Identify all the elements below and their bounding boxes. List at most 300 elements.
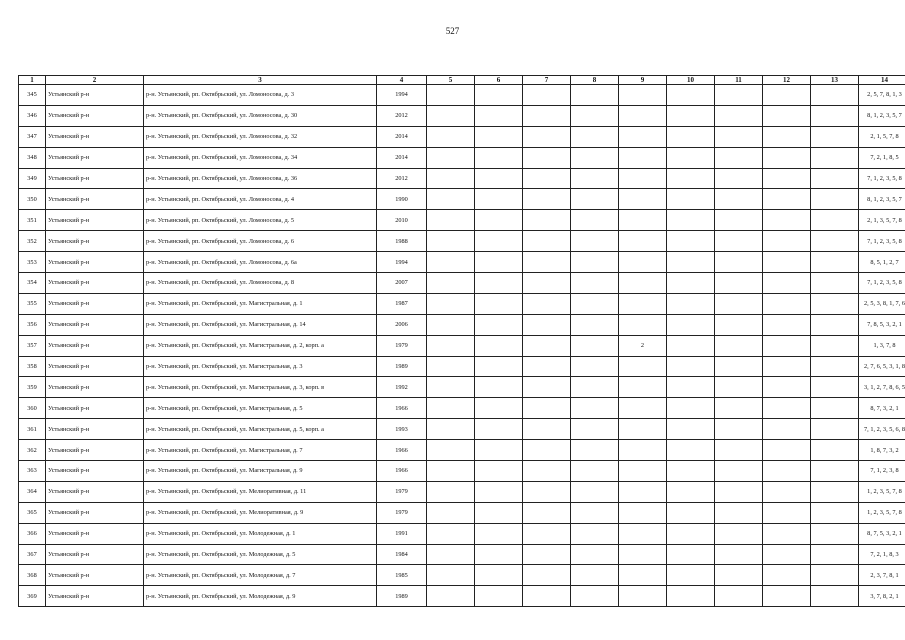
codes-cell: 1, 8, 7, 3, 2: [859, 440, 905, 461]
col-13-cell: [811, 461, 859, 482]
col-8-cell: [571, 481, 619, 502]
col-10-cell: [667, 210, 715, 231]
col-13-cell: [811, 273, 859, 294]
district-cell: Устьянский р-н: [46, 252, 144, 273]
row-number-cell: 351: [19, 210, 46, 231]
col-10-cell: [667, 377, 715, 398]
col-11-cell: [715, 356, 763, 377]
col-7-cell: [523, 461, 571, 482]
address-cell: р-н. Устьянский, рп. Октябрьский, ул. Магистральная, д. 2, корп. а: [144, 335, 377, 356]
col-7-cell: [523, 189, 571, 210]
col-6-cell: [475, 544, 523, 565]
col-12-cell: [763, 398, 811, 419]
col-6-cell: [475, 273, 523, 294]
year-cell: 2014: [377, 126, 427, 147]
col-5-cell: [427, 502, 475, 523]
table-row: [19, 210, 905, 231]
col-12-cell: [763, 314, 811, 335]
col-5-cell: [427, 419, 475, 440]
address-cell: р-н. Устьянский, рп. Октябрьский, ул. Магистральная, д. 7: [144, 440, 377, 461]
row-number-cell: 348: [19, 147, 46, 168]
year-cell: 1994: [377, 252, 427, 273]
col-10-cell: [667, 398, 715, 419]
col-6-cell: [475, 419, 523, 440]
table-row: [19, 252, 905, 273]
district-cell: Устьянский р-н: [46, 544, 144, 565]
column-header-9: 9: [619, 76, 667, 85]
col-8-cell: [571, 544, 619, 565]
col-13-cell: [811, 377, 859, 398]
col-13-cell: [811, 356, 859, 377]
column-header-2: 2: [46, 76, 144, 85]
col-7-cell: [523, 356, 571, 377]
col-5-cell: [427, 398, 475, 419]
col-9-cell: [619, 210, 667, 231]
column-header-13: 13: [811, 76, 859, 85]
codes-cell: 2, 1, 5, 7, 8: [859, 126, 905, 147]
col-5-cell: [427, 440, 475, 461]
col-10-cell: [667, 147, 715, 168]
district-cell: Устьянский р-н: [46, 440, 144, 461]
row-number-cell: 353: [19, 252, 46, 273]
col-6-cell: [475, 377, 523, 398]
col-12-cell: [763, 126, 811, 147]
district-cell: Устьянский р-н: [46, 523, 144, 544]
col-7-cell: [523, 252, 571, 273]
codes-cell: 8, 1, 2, 3, 5, 7: [859, 105, 905, 126]
col-12-cell: [763, 565, 811, 586]
col-9-cell: [619, 544, 667, 565]
col-5-cell: [427, 335, 475, 356]
col-8-cell: [571, 252, 619, 273]
col-12-cell: [763, 461, 811, 482]
column-header-5: 5: [427, 76, 475, 85]
col-8-cell: [571, 293, 619, 314]
col-9-cell: [619, 252, 667, 273]
year-cell: 1994: [377, 85, 427, 106]
table-row: [19, 189, 905, 210]
col-10-cell: [667, 189, 715, 210]
district-cell: Устьянский р-н: [46, 481, 144, 502]
col-7-cell: [523, 168, 571, 189]
col-11-cell: [715, 189, 763, 210]
row-number-cell: 349: [19, 168, 46, 189]
column-header-7: 7: [523, 76, 571, 85]
codes-cell: 7, 8, 5, 3, 2, 1: [859, 314, 905, 335]
col-5-cell: [427, 356, 475, 377]
col-11-cell: [715, 105, 763, 126]
address-cell: р-н. Устьянский, рп. Октябрьский, ул. Мелиоративная, д. 11: [144, 481, 377, 502]
codes-cell: 2, 1, 3, 5, 7, 8: [859, 210, 905, 231]
col-13-cell: [811, 189, 859, 210]
col-5-cell: [427, 481, 475, 502]
col-10-cell: [667, 314, 715, 335]
col-13-cell: [811, 252, 859, 273]
column-header-8: 8: [571, 76, 619, 85]
col-9-cell: [619, 126, 667, 147]
col-9-cell: [619, 273, 667, 294]
district-cell: Устьянский р-н: [46, 231, 144, 252]
row-number-cell: 356: [19, 314, 46, 335]
row-number-cell: 352: [19, 231, 46, 252]
col-8-cell: [571, 440, 619, 461]
codes-cell: 7, 1, 2, 3, 5, 8: [859, 168, 905, 189]
address-cell: р-н. Устьянский, рп. Октябрьский, ул. Ломоносова, д. 6: [144, 231, 377, 252]
col-6-cell: [475, 565, 523, 586]
row-number-cell: 364: [19, 481, 46, 502]
table-row: [19, 314, 905, 335]
col-7-cell: [523, 293, 571, 314]
table-row: [19, 398, 905, 419]
col-13-cell: [811, 231, 859, 252]
row-number-cell: 347: [19, 126, 46, 147]
codes-cell: 8, 7, 3, 2, 1: [859, 398, 905, 419]
col-6-cell: [475, 398, 523, 419]
row-number-cell: 359: [19, 377, 46, 398]
col-8-cell: [571, 565, 619, 586]
table-row: [19, 147, 905, 168]
year-cell: 1984: [377, 544, 427, 565]
col-11-cell: [715, 231, 763, 252]
col-13-cell: [811, 147, 859, 168]
col-6-cell: [475, 189, 523, 210]
table-row: [19, 481, 905, 502]
col-10-cell: [667, 586, 715, 607]
col-9-cell: [619, 168, 667, 189]
district-cell: Устьянский р-н: [46, 335, 144, 356]
year-cell: 1987: [377, 293, 427, 314]
year-cell: 1993: [377, 419, 427, 440]
col-8-cell: [571, 105, 619, 126]
codes-cell: 8, 1, 2, 3, 5, 7: [859, 189, 905, 210]
col-8-cell: [571, 231, 619, 252]
codes-cell: 3, 1, 2, 7, 8, 6, 5: [859, 377, 905, 398]
district-cell: Устьянский р-н: [46, 126, 144, 147]
col-12-cell: [763, 440, 811, 461]
col-12-cell: [763, 586, 811, 607]
col-12-cell: [763, 210, 811, 231]
col-11-cell: [715, 544, 763, 565]
col-10-cell: [667, 523, 715, 544]
col-12-cell: [763, 252, 811, 273]
column-header-11: 11: [715, 76, 763, 85]
col-6-cell: [475, 85, 523, 106]
row-number-cell: 360: [19, 398, 46, 419]
table-body: [19, 85, 905, 607]
col-8-cell: [571, 168, 619, 189]
col-12-cell: [763, 105, 811, 126]
col-6-cell: [475, 147, 523, 168]
address-cell: р-н. Устьянский, рп. Октябрьский, ул. Магистральная, д. 14: [144, 314, 377, 335]
col-10-cell: [667, 565, 715, 586]
housing-registry-table: [18, 75, 905, 607]
col-11-cell: [715, 126, 763, 147]
col-8-cell: [571, 398, 619, 419]
row-number-cell: 350: [19, 189, 46, 210]
col-12-cell: [763, 481, 811, 502]
col-13-cell: [811, 293, 859, 314]
col-9-cell: [619, 440, 667, 461]
table-row: [19, 126, 905, 147]
year-cell: 1979: [377, 335, 427, 356]
district-cell: Устьянский р-н: [46, 461, 144, 482]
col-11-cell: [715, 314, 763, 335]
district-cell: Устьянский р-н: [46, 356, 144, 377]
col-11-cell: [715, 377, 763, 398]
col-10-cell: [667, 85, 715, 106]
col-7-cell: [523, 523, 571, 544]
year-cell: 1979: [377, 502, 427, 523]
table-row: [19, 105, 905, 126]
table-row: [19, 293, 905, 314]
year-cell: 1979: [377, 481, 427, 502]
col-5-cell: [427, 293, 475, 314]
row-number-cell: 368: [19, 565, 46, 586]
col-9-cell: [619, 502, 667, 523]
col-8-cell: [571, 377, 619, 398]
col-10-cell: [667, 502, 715, 523]
col-10-cell: [667, 252, 715, 273]
table-row: [19, 85, 905, 106]
address-cell: р-н. Устьянский, рп. Октябрьский, ул. Ломоносова, д. 8: [144, 273, 377, 294]
col-5-cell: [427, 105, 475, 126]
col-7-cell: [523, 398, 571, 419]
codes-cell: 8, 5, 1, 2, 7: [859, 252, 905, 273]
column-header-3: 3: [144, 76, 377, 85]
col-11-cell: [715, 398, 763, 419]
table-row: [19, 461, 905, 482]
col-6-cell: [475, 356, 523, 377]
col-5-cell: [427, 189, 475, 210]
column-header-14: 14: [859, 76, 905, 85]
col-10-cell: [667, 105, 715, 126]
col-6-cell: [475, 126, 523, 147]
col-12-cell: [763, 85, 811, 106]
col-7-cell: [523, 210, 571, 231]
codes-cell: 7, 2, 1, 8, 3: [859, 544, 905, 565]
col-12-cell: [763, 544, 811, 565]
district-cell: Устьянский р-н: [46, 419, 144, 440]
district-cell: Устьянский р-н: [46, 189, 144, 210]
col-11-cell: [715, 168, 763, 189]
col-7-cell: [523, 273, 571, 294]
col-6-cell: [475, 502, 523, 523]
col-7-cell: [523, 105, 571, 126]
col-7-cell: [523, 231, 571, 252]
district-cell: Устьянский р-н: [46, 314, 144, 335]
col-9-cell: [619, 85, 667, 106]
column-header-1: 1: [19, 76, 46, 85]
row-number-cell: 358: [19, 356, 46, 377]
district-cell: Устьянский р-н: [46, 168, 144, 189]
col-11-cell: [715, 252, 763, 273]
col-12-cell: [763, 356, 811, 377]
col-5-cell: [427, 85, 475, 106]
address-cell: р-н. Устьянский, рп. Октябрьский, ул. Магистральная, д. 3, корп. в: [144, 377, 377, 398]
col-13-cell: [811, 85, 859, 106]
codes-cell: 1, 2, 3, 5, 7, 8: [859, 481, 905, 502]
col-12-cell: [763, 293, 811, 314]
address-cell: р-н. Устьянский, рп. Октябрьский, ул. Магистральная, д. 9: [144, 461, 377, 482]
col-8-cell: [571, 419, 619, 440]
address-cell: р-н. Устьянский, рп. Октябрьский, ул. Ломоносова, д. 5: [144, 210, 377, 231]
col-6-cell: [475, 231, 523, 252]
col-12-cell: [763, 419, 811, 440]
codes-cell: 2, 3, 7, 8, 1: [859, 565, 905, 586]
col-12-cell: [763, 377, 811, 398]
address-cell: р-н. Устьянский, рп. Октябрьский, ул. Молодежная, д. 1: [144, 523, 377, 544]
col-5-cell: [427, 231, 475, 252]
col-5-cell: [427, 377, 475, 398]
col-9-cell: [619, 481, 667, 502]
row-number-cell: 357: [19, 335, 46, 356]
col-8-cell: [571, 502, 619, 523]
address-cell: р-н. Устьянский, рп. Октябрьский, ул. Молодежная, д. 7: [144, 565, 377, 586]
col-10-cell: [667, 481, 715, 502]
col-5-cell: [427, 126, 475, 147]
col-12-cell: [763, 273, 811, 294]
col-11-cell: [715, 419, 763, 440]
year-cell: 2012: [377, 105, 427, 126]
col-6-cell: [475, 105, 523, 126]
row-number-cell: 366: [19, 523, 46, 544]
col-12-cell: [763, 335, 811, 356]
col-11-cell: [715, 293, 763, 314]
codes-cell: 2, 5, 3, 8, 1, 7, 6: [859, 293, 905, 314]
col-13-cell: [811, 481, 859, 502]
col-13-cell: [811, 398, 859, 419]
col-11-cell: [715, 481, 763, 502]
col-10-cell: [667, 335, 715, 356]
col-5-cell: [427, 586, 475, 607]
district-cell: Устьянский р-н: [46, 85, 144, 106]
col-11-cell: [715, 502, 763, 523]
address-cell: р-н. Устьянский, рп. Октябрьский, ул. Ломоносова, д. 34: [144, 147, 377, 168]
district-cell: Устьянский р-н: [46, 105, 144, 126]
row-number-cell: 346: [19, 105, 46, 126]
address-cell: р-н. Устьянский, рп. Октябрьский, ул. Ломоносова, д. 6а: [144, 252, 377, 273]
district-cell: Устьянский р-н: [46, 565, 144, 586]
col-13-cell: [811, 544, 859, 565]
table-row: [19, 377, 905, 398]
col-6-cell: [475, 481, 523, 502]
col-9-cell: [619, 147, 667, 168]
table-row: [19, 419, 905, 440]
codes-cell: 7, 1, 2, 3, 5, 8: [859, 273, 905, 294]
col-13-cell: [811, 440, 859, 461]
col-7-cell: [523, 586, 571, 607]
col-6-cell: [475, 252, 523, 273]
table-row: [19, 502, 905, 523]
col-12-cell: [763, 147, 811, 168]
col-6-cell: [475, 314, 523, 335]
col-13-cell: [811, 523, 859, 544]
col-11-cell: [715, 210, 763, 231]
row-number-cell: 363: [19, 461, 46, 482]
year-cell: 1966: [377, 440, 427, 461]
col-7-cell: [523, 565, 571, 586]
year-cell: 1991: [377, 523, 427, 544]
col-7-cell: [523, 147, 571, 168]
column-header-6: 6: [475, 76, 523, 85]
col-9-cell: [619, 293, 667, 314]
table-row: [19, 273, 905, 294]
col-9-cell: [619, 377, 667, 398]
col-11-cell: [715, 440, 763, 461]
codes-cell: 2, 7, 6, 5, 3, 1, 8: [859, 356, 905, 377]
col-9-cell: [619, 398, 667, 419]
col-10-cell: [667, 168, 715, 189]
district-cell: Устьянский р-н: [46, 377, 144, 398]
col-8-cell: [571, 335, 619, 356]
district-cell: Устьянский р-н: [46, 147, 144, 168]
col-12-cell: [763, 523, 811, 544]
col-6-cell: [475, 210, 523, 231]
column-header-10: 10: [667, 76, 715, 85]
col-12-cell: [763, 189, 811, 210]
district-cell: Устьянский р-н: [46, 502, 144, 523]
address-cell: р-н. Устьянский, рп. Октябрьский, ул. Молодежная, д. 9: [144, 586, 377, 607]
district-cell: Устьянский р-н: [46, 398, 144, 419]
codes-cell: 7, 1, 2, 3, 8: [859, 461, 905, 482]
address-cell: р-н. Устьянский, рп. Октябрьский, ул. Магистральная, д. 3: [144, 356, 377, 377]
year-cell: 1989: [377, 586, 427, 607]
codes-cell: 7, 1, 2, 3, 5, 8: [859, 231, 905, 252]
col-9-cell: [619, 189, 667, 210]
col-9-cell: 2: [619, 335, 667, 356]
table-row: [19, 523, 905, 544]
col-13-cell: [811, 314, 859, 335]
col-5-cell: [427, 252, 475, 273]
year-cell: 1966: [377, 461, 427, 482]
col-8-cell: [571, 586, 619, 607]
col-6-cell: [475, 168, 523, 189]
col-11-cell: [715, 461, 763, 482]
col-11-cell: [715, 523, 763, 544]
col-8-cell: [571, 210, 619, 231]
col-6-cell: [475, 586, 523, 607]
codes-cell: 7, 2, 1, 8, 5: [859, 147, 905, 168]
codes-cell: 1, 3, 7, 8: [859, 335, 905, 356]
table-row: [19, 565, 905, 586]
col-8-cell: [571, 356, 619, 377]
col-8-cell: [571, 461, 619, 482]
col-9-cell: [619, 565, 667, 586]
column-header-12: 12: [763, 76, 811, 85]
row-number-cell: 367: [19, 544, 46, 565]
codes-cell: 2, 5, 7, 8, 1, 3: [859, 85, 905, 106]
address-cell: р-н. Устьянский, рп. Октябрьский, ул. Ломоносова, д. 3: [144, 85, 377, 106]
col-5-cell: [427, 147, 475, 168]
col-11-cell: [715, 147, 763, 168]
table-row: [19, 168, 905, 189]
district-cell: Устьянский р-н: [46, 210, 144, 231]
year-cell: 2007: [377, 273, 427, 294]
col-5-cell: [427, 544, 475, 565]
col-13-cell: [811, 126, 859, 147]
year-cell: 1989: [377, 356, 427, 377]
col-13-cell: [811, 502, 859, 523]
col-8-cell: [571, 314, 619, 335]
col-9-cell: [619, 419, 667, 440]
year-cell: 2014: [377, 147, 427, 168]
col-11-cell: [715, 273, 763, 294]
col-6-cell: [475, 335, 523, 356]
codes-cell: 8, 7, 5, 3, 2, 1: [859, 523, 905, 544]
col-12-cell: [763, 502, 811, 523]
col-12-cell: [763, 168, 811, 189]
col-11-cell: [715, 586, 763, 607]
